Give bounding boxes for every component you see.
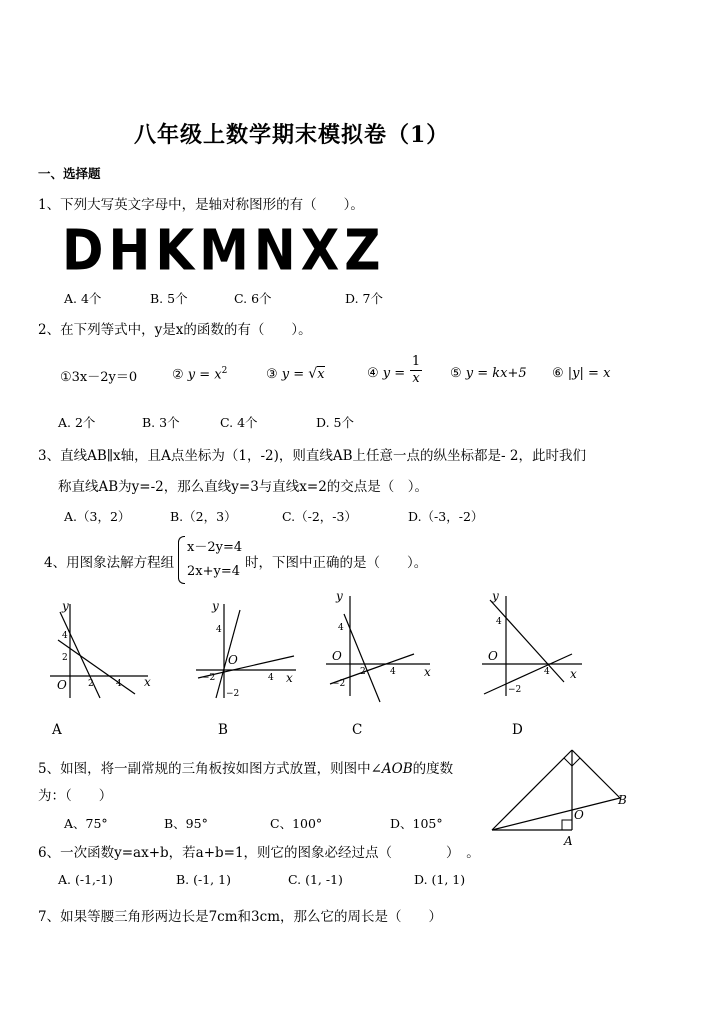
graph-a xyxy=(40,598,160,708)
graph-d-x-label: x xyxy=(570,667,577,681)
graph-d-tick-4x: 4 xyxy=(544,667,550,677)
q3-option-d: D.（-3，-2） xyxy=(408,509,484,524)
graph-c-tick-4y: 4 xyxy=(338,623,344,633)
q3-option-a: A.（3，2） xyxy=(64,509,131,524)
graph-c xyxy=(320,586,440,706)
q1-letters: DHKMNXZ xyxy=(62,218,386,283)
q2-eq2: ② $y = x^2$ xyxy=(172,366,228,383)
graph-b-origin: O xyxy=(228,653,238,667)
q2-eq3: ③ y = √x xyxy=(266,366,325,382)
q2-eq4-fraction: 1 x xyxy=(411,354,421,386)
q5-option-c: C、100° xyxy=(270,816,323,831)
graph-b-tick-4x: 4 xyxy=(268,673,274,683)
graph-d-y-label: y xyxy=(492,589,499,603)
graph-a-origin: O xyxy=(57,678,67,692)
graph-d xyxy=(476,586,596,706)
graph-c-line-1 xyxy=(344,614,380,702)
q2-option-b: B. 3个 xyxy=(142,415,180,430)
q5-label-b: B xyxy=(618,793,627,807)
q1-option-b: B. 5个 xyxy=(150,291,188,306)
graph-a-label: A xyxy=(52,722,62,738)
q5-bottom-right-angle xyxy=(562,820,572,830)
q1-stem: 1、下列大写英文字母中，是轴对称图形的有（ ）。 xyxy=(38,197,364,213)
q4-eq-top: x－2y=4 xyxy=(187,540,243,555)
q6-option-b: B. (-1, 1) xyxy=(176,872,231,887)
q4-stem-after: 时，下图中正确的是（ ）。 xyxy=(245,555,428,571)
q7-stem: 7、如果等腰三角形两边长是7cm和3cm，那么它的周长是（ ） xyxy=(38,909,442,925)
q2-option-d: D. 5个 xyxy=(316,415,354,430)
q5-option-a: A、75° xyxy=(64,816,108,831)
graph-b-label: B xyxy=(218,722,228,738)
graph-c-tick-neg2y: −2 xyxy=(332,679,346,689)
q3-option-b: B.（2，3） xyxy=(170,509,237,524)
q6-option-d: D. (1, 1) xyxy=(414,872,466,887)
q2-option-a: A. 2个 xyxy=(58,415,96,430)
graph-b-x-label: x xyxy=(286,671,293,685)
graph-a-tick-2x: 2 xyxy=(88,679,94,689)
q3-option-c: C.（-2，-3） xyxy=(282,509,357,524)
q4-stem-before: 4、用图象法解方程组 xyxy=(44,555,175,571)
graph-c-origin: O xyxy=(332,649,342,663)
graph-d-label: D xyxy=(512,722,523,738)
graph-c-tick-2x: 2 xyxy=(360,667,366,677)
graph-d-origin: O xyxy=(488,649,498,663)
q5-line1: 5、如图，将一副常规的三角板按如图方式放置，则图中∠AOB的度数 xyxy=(38,761,454,777)
q5-right-hypotenuse xyxy=(572,750,620,798)
graph-c-tick-4x: 4 xyxy=(390,667,396,677)
q5-option-b: B、95° xyxy=(164,816,208,831)
graph-d-tick-neg2y: −2 xyxy=(508,685,522,695)
q6-stem: 6、一次函数y=ax+b，若a+b=1，则它的图象必经过点（ ） 。 xyxy=(38,845,480,861)
page-title: 八年级上数学期末模拟卷（1） xyxy=(134,122,450,148)
graph-b-tick-4y: 4 xyxy=(216,625,222,635)
q3-line1: 3、直线AB∥x轴，且A点坐标为（1，-2)，则直线AB上任意一点的纵坐标都是- 2，此时我们 xyxy=(38,448,586,464)
q2-eq1: ①3x－2y＝0 xyxy=(60,370,138,385)
q6-option-a: A. (-1,-1) xyxy=(58,872,114,887)
q1-option-d: D. 7个 xyxy=(345,291,383,306)
graph-a-y-label: y xyxy=(62,599,69,613)
graph-a-tick-4x: 4 xyxy=(116,679,122,689)
graph-a-tick-2y: 2 xyxy=(62,653,68,663)
q5-label-o: O xyxy=(574,808,584,822)
graph-b xyxy=(190,598,310,708)
section-heading: 一、选择题 xyxy=(38,166,101,181)
graph-a-tick-4y: 4 xyxy=(62,631,68,641)
graph-d-line-1 xyxy=(490,600,564,682)
q4-brace xyxy=(178,536,185,584)
q2-stem: 2、在下列等式中，y是x的函数的有（ ）。 xyxy=(38,322,312,338)
graph-b-tick-neg2y: −2 xyxy=(226,689,240,699)
q2-option-c: C. 4个 xyxy=(220,415,258,430)
graph-c-y-label: y xyxy=(336,589,343,603)
q1-option-c: C. 6个 xyxy=(234,291,272,306)
graph-b-y-label: y xyxy=(212,599,219,613)
q5-label-a: A xyxy=(564,834,573,848)
graph-a-x-label: x xyxy=(144,675,151,689)
q2-eq5: ⑤ y = kx+5 xyxy=(450,366,527,381)
q4-eq-bottom: 2x+y=4 xyxy=(187,564,241,579)
graph-c-x-label: x xyxy=(424,665,431,679)
q2-eq6: ⑥ |y| = x xyxy=(552,366,611,381)
q5-option-d: D、105° xyxy=(390,816,443,831)
q1-option-a: A. 4个 xyxy=(64,291,102,306)
graph-b-tick-neg2x: −2 xyxy=(202,673,216,683)
graph-c-label: C xyxy=(352,722,363,738)
q5-left-hypotenuse xyxy=(492,750,572,830)
q6-option-c: C. (1, -1) xyxy=(288,872,343,887)
q5-line2: 为：（ ） xyxy=(38,788,113,804)
q3-line2: 称直线AB为y=-2，那么直线y=3与直线x=2的交点是（ ）。 xyxy=(58,479,429,495)
graph-d-tick-4y: 4 xyxy=(496,617,502,627)
q5-long-edge xyxy=(492,798,620,830)
q5-triangle-figure xyxy=(488,746,638,856)
q2-eq4: ④ y = xyxy=(367,366,406,381)
